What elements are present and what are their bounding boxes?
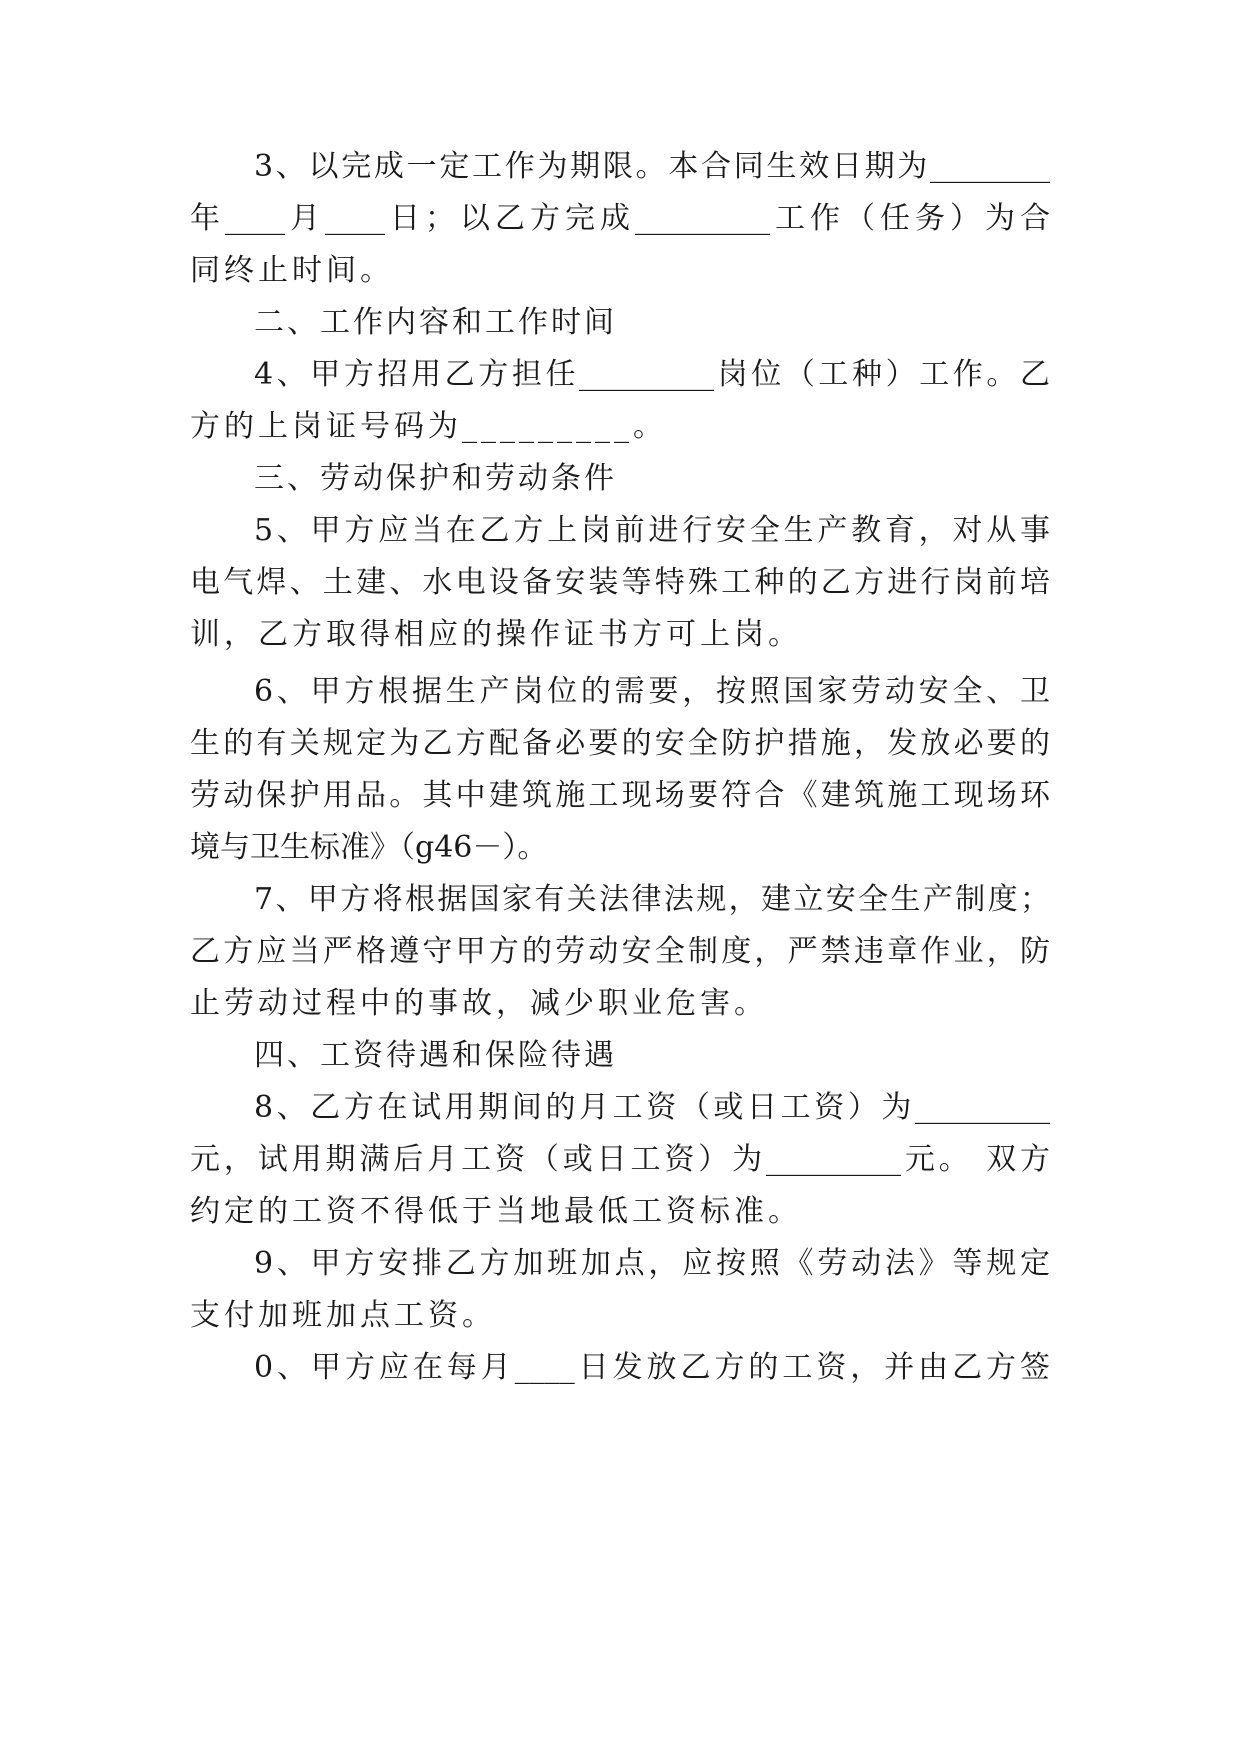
clause-7-line-2: 乙方应当严格遵守甲方的劳动安全制度，严禁违章作业，防 [190,934,1050,969]
clause-8-line-2: 元，试用期满后月工资（或日工资）为_________元。 双方 [190,1142,1050,1177]
clause-4-line-2: 方的上岗证号码为_________。 [190,409,667,444]
section-heading-3: 三、劳动保护和劳动条件 [254,461,617,496]
clause-6-line-2: 生的有关规定为乙方配备必要的安全防护措施，发放必要的 [190,726,1050,761]
clause-8-line-3: 约定的工资不得低于当地最低工资标准。 [190,1194,802,1229]
clause-9-line-2: 支付加班加点工资。 [190,1298,496,1333]
section-heading-4: 四、工资待遇和保险待遇 [254,1038,617,1073]
clause-5-line-3: 训，乙方取得相应的操作证书方可上岗。 [190,617,802,652]
clause-4-line-1: 4、甲方招用乙方担任_________岗位（工种）工作。乙 [254,357,1050,392]
clause-6-line-4: 境与卫生标准》（g46－）。 [190,830,548,865]
clause-8-line-1: 8、乙方在试用期间的月工资（或日工资）为_________ [254,1090,1050,1125]
clause-7-line-3: 止劳动过程中的事故，减少职业危害。 [190,986,768,1021]
clause-5-line-1: 5、甲方应当在乙方上岗前进行安全生产教育，对从事 [254,513,1050,548]
clause-9-line-1: 9、甲方安排乙方加班加点，应按照《劳动法》等规定 [254,1246,1050,1281]
clause-6-line-1: 6、甲方根据生产岗位的需要，按照国家劳动安全、卫 [254,674,1050,709]
clause-3-line-1: 3、以完成一定工作为期限。本合同生效日期为________ [254,149,1050,184]
clause-6-line-3: 劳动保护用品。其中建筑施工现场要符合《建筑施工现场环 [190,778,1050,813]
clause-7-line-1: 7、甲方将根据国家有关法律法规，建立安全生产制度； [254,882,1050,917]
clause-3-line-2: 年____月____日；以乙方完成_________工作（任务）为合 [190,201,1050,236]
clause-5-line-2: 电气焊、土建、水电设备安装等特殊工种的乙方进行岗前培 [190,565,1050,600]
clause-3-line-3: 同终止时间。 [190,253,394,288]
clause-10-line-1: 0、甲方应在每月____日发放乙方的工资，并由乙方签 [254,1350,1050,1385]
section-heading-2: 二、工作内容和工作时间 [254,305,617,340]
